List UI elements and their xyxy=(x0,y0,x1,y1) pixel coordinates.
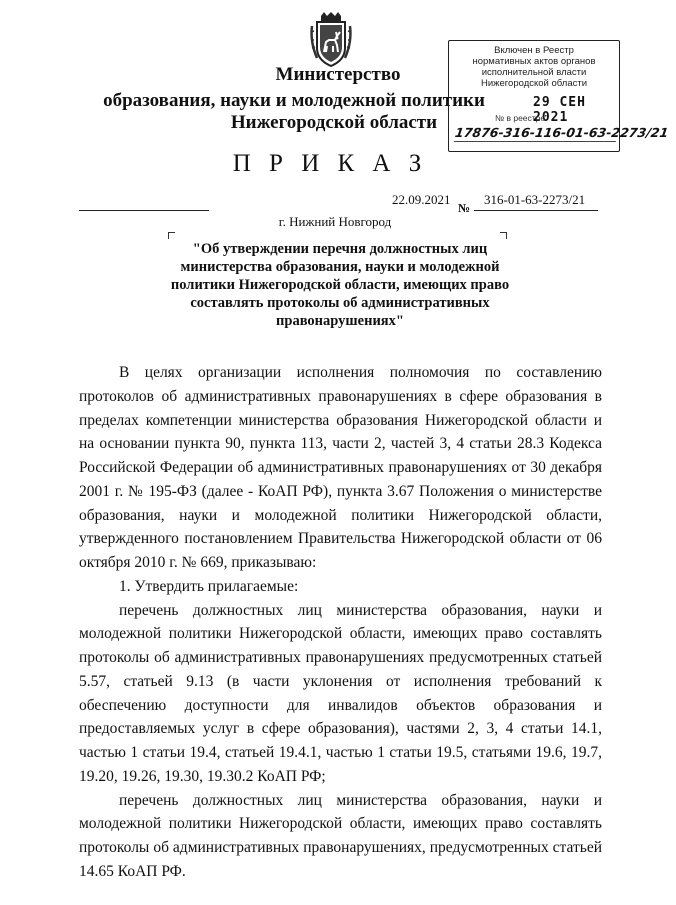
document-number: 316-01-63-2273/21 xyxy=(484,192,586,207)
body-paragraph-4: перечень должностных лиц министерства образования, науки и молодежной политики Нижегородской области, имеющих право составлять протоколы об административных правонарушениях, предусмотренных статьей 14.65 КоАП РФ. xyxy=(79,791,602,880)
ministry-title-line1: Министерство xyxy=(275,64,401,85)
stamp-line-3: исполнительной власти xyxy=(481,67,587,78)
ministry-title-line3: Нижегородской области xyxy=(230,112,438,133)
document-type-title: П Р И К А З xyxy=(232,150,428,177)
document-city: г. Нижний Новгород xyxy=(278,214,392,229)
body-paragraph-2: 1. Утвердить прилагаемые: xyxy=(119,577,299,595)
ministry-title-line2: образования, науки и молодежной политики xyxy=(103,90,485,111)
subject-bracket-right xyxy=(500,232,507,239)
document-date: 22.09.2021 xyxy=(392,192,451,207)
stamp-date: 29 СЕН 2021 xyxy=(533,95,586,125)
stamp-line-2: нормативных актов органов xyxy=(472,56,596,67)
body-paragraph-3: перечень должностных лиц министерства образования, науки и молодежной политики Нижегородской области, имеющих право составлять протоколы об административных правонарушениях предусмотренных статьей 5.57, статьей 9.13 (в части уклонения от исполнения требований к обеспечению доступности для инвалидов объектов образования и предоставляемых услуг в сфере образования), частями 2, 3, 4 статьи 14.1, частью 1 статьи 19.4, статьей 19.4.1, частью 1 статьи 19.5, статьями 19.6, 19.7, 19.20, 19.26, 19.30, 19.30.2 КоАП РФ; xyxy=(79,601,602,785)
coat-of-arms-emblem-icon xyxy=(309,12,353,68)
registry-stamp xyxy=(448,40,670,152)
number-sign: № xyxy=(458,201,471,215)
stamp-line-1: Включен в Реестр xyxy=(494,45,574,56)
subject-bracket-left xyxy=(168,232,175,239)
body-paragraph-1: В целях организации исполнения полномочия по составлению протоколов об административных правонарушениях в сфере образования в пределах компетенции министерства образования Нижегородской области и на основании пункта 90, пункта 113, части 2, частей 3, 4 статьи 28.3 Кодекса Российской Федерации об административных правонарушениях от 30 декабря 2001 г. № 195-ФЗ (далее - КоАП РФ), пункта 3.67 Положения о министерстве образования, науки и молодежной политики Нижегородской области, утвержденного постановлением Правительства Нижегородской области от 06 октября 2010 г. № 669, приказываю: xyxy=(79,364,602,571)
stamp-registry-number: 17876-316-116-01-63-2273/21 xyxy=(454,125,670,140)
document-subject: "Об утверждении перечня должностных лиц министерства образования, науки и молодежной политики Нижегородской области, имеющих право составлять протоколы об административных правонарушениях" xyxy=(170,241,510,329)
date-underline-left xyxy=(79,210,209,211)
stamp-line-4: Нижегородской области xyxy=(480,78,588,89)
stamp-registry-label: № в реестре xyxy=(495,113,546,123)
document-body xyxy=(79,361,602,884)
number-underline xyxy=(474,210,598,211)
